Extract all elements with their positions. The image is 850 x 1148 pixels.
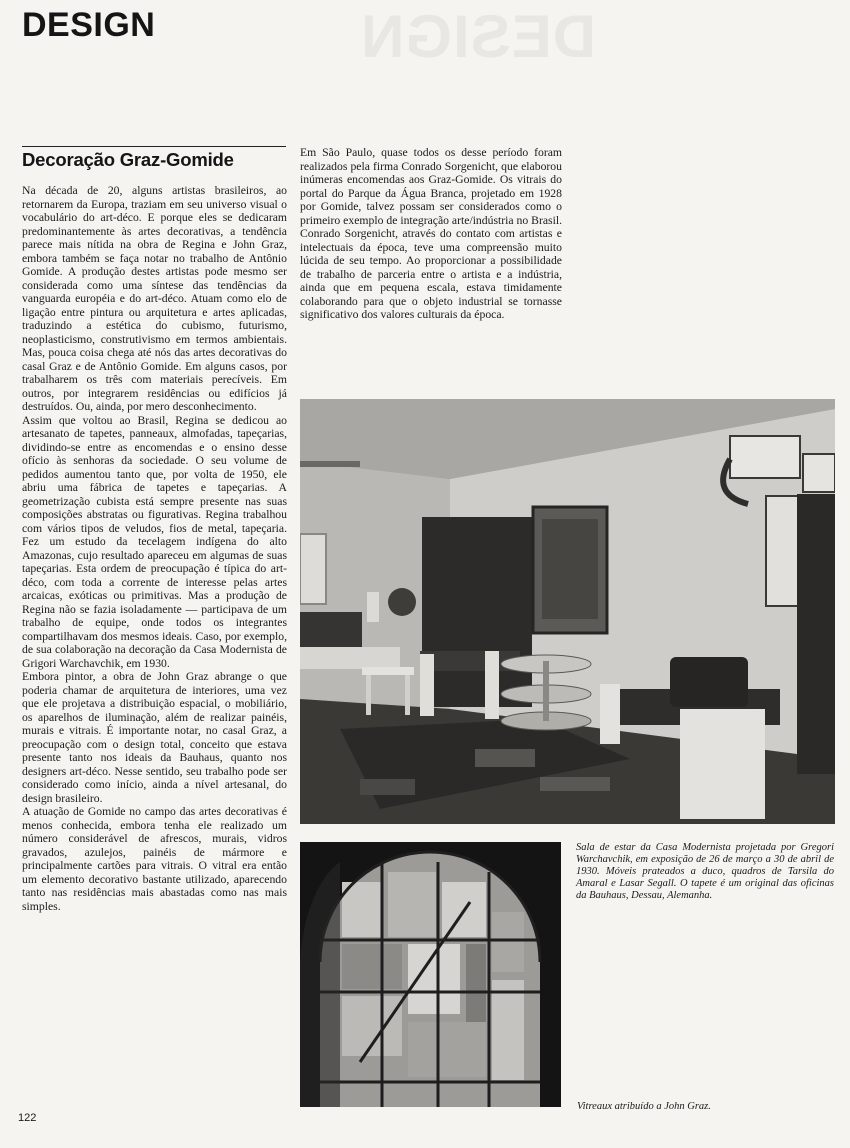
paragraph: Na década de 20, alguns artistas brasileiros, ao retornarem da Europa, traziam em seu universo visual o vocabulário do art-déco. E porque eles se dedicaram predominantemente às artes decorativas, a tendência parece mais nítida na obra de Regina e John Graz, embora também se faça notar no trabalho de Antônio Gomide. A produção destes artistas pode mesmo ser considerada como uma síntese das tendências da vanguarda européia e do art-déco. Atuam como elo de ligação entre pintura ou arquitetura e artes aplicadas, traduzindo a estética do cubismo, futurismo, neoplasticismo, construtivismo em termos ambientais. Mas, pouca coisa chega até nós das artes decorativas do casal Graz e de Antônio Gomide. Em alguns casos, por trabalharem os três com materiais perecíveis. Em outros, por integrarem residências ou edifícios já destruídos. Ou, ainda, por mero desconhecimento. xyxy=(22,184,287,413)
paragraph: Embora pintor, a obra de John Graz abrange o que poderia chamar de arquitetura de interiores, uma vez que ele projetava a distribuição espacial, o mobiliário, os aparelhos de iluminação, além de realizar painéis, murais e vitrais. É importante notar, no casal Graz, a preocupação com o design total, conceito que estava presente tanto nos ideais da Bauhaus, quanto nos designers art-déco. Nesse sentido, seu trabalho pode ser considerado como início, ainda a nível artesanal, do design brasileiro. xyxy=(22,670,287,805)
show-through-text: DESIGN xyxy=(360,3,597,70)
title-rule xyxy=(22,146,286,147)
article-title: Decoração Graz-Gomide xyxy=(22,149,234,170)
room-photo-caption: Sala de estar da Casa Modernista projetada por Gregori Warchavchik, em exposição de 26 de março a 30 de abril de 1930. Móveis prateados a duco, quadros de Tarsila do Amaral e Lasar Segall. O tapete é um original das oficinas da Bauhaus, Dessau, Alemanha. xyxy=(576,842,834,901)
section-heading: DESIGN xyxy=(22,6,156,44)
paragraph: A atuação de Gomide no campo das artes decorativas é menos conhecida, embora tenha ele realizado um número considerável de afrescos, murais, vidros gravados, azulejos, painéis de mármore e principalmente cartões para vitrais. O vitral era então um elemento decorativo bastante utilizado, aparecendo tanto nas residências mais abastadas como nas mais simples. xyxy=(22,805,287,913)
left-column xyxy=(22,184,287,913)
vitreaux-caption: Vitreaux atribuído a John Graz. xyxy=(577,1101,711,1112)
paragraph: Assim que voltou ao Brasil, Regina se dedicou ao artesanato de tapetes, panneaux, almofadas, tapeçarias, dividindo-se entre as encomendas e o ensino desse ofício às senhoras da sociedade. O seu volume de pedidos aumentou tanto que, por volta de 1950, ele abriu uma fábrica de tapetes e tapeçarias. A geometrização cubista está sempre presente nas suas composições abstratas ou figurativas. Regina trabalhou com vários tipos de veludos, fios de metal, tapeçaria. Fez um estudo da tecelagem indígena do alto Amazonas, cujo resultado apareceu em algumas de suas tapeçarias. Esta ordem de preocupação é típica do art-déco, com toda a corrente de interesse pelas artes arcaicas, exóticas ou primitivas. Mas a produção de Regina não se fazia isoladamente — participava de um trabalho de equipe, onde todos os integrantes compartilhavam dos mesmos ideais. Caso, por exemplo, de sua colaboração na decoração da Casa Modernista de Grigori Warchavchik, em 1930. xyxy=(22,413,287,670)
vitreaux-photo xyxy=(300,842,561,1107)
right-column xyxy=(300,146,562,322)
paragraph: Em São Paulo, quase todos os desse período foram realizados pela firma Conrado Sorgenicht, que elaborou inúmeras encomendas aos Graz-Gomide. Os vitrais do portal do Parque da Água Branca, projetado em 1928 por Gomide, talvez possam ser considerados como o primeiro exemplo de integração arte/indústria no Brasil. Conrado Sorgenicht, através do contato com artistas e intelectuais da época, teve uma compreensão muito lúcida de seu tempo. Ao proporcionar a possibilidade de trabalho de parceria entre o artista e a indústria, ainda que em pequena escala, estava timidamente colaborando para que o objeto industrial se tornasse significativo dos valores culturais da época. xyxy=(300,146,562,321)
page-number: 122 xyxy=(18,1112,37,1124)
living-room-photo xyxy=(300,399,835,824)
